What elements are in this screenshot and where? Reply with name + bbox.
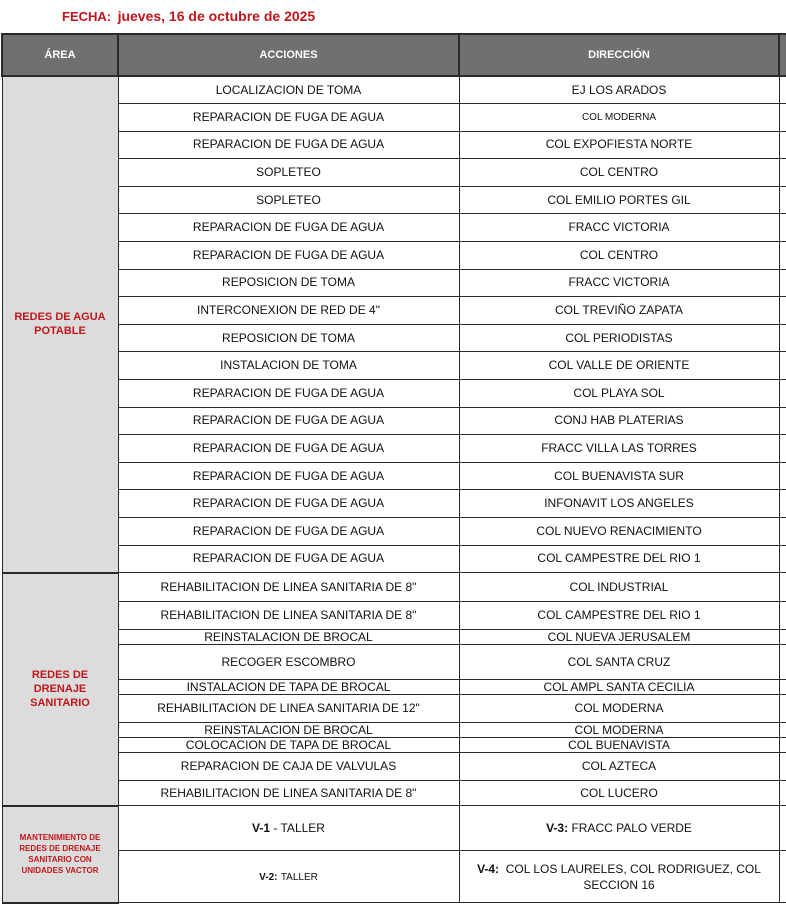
- direccion-cell: COL MODERNA: [459, 104, 779, 132]
- extra-cell: [779, 159, 786, 187]
- accion-cell: INSTALACION DE TAPA DE BROCAL: [118, 680, 459, 695]
- table-row: [2, 602, 786, 630]
- direccion-cell: COL VALLE DE ORIENTE: [459, 352, 779, 380]
- extra-cell: [779, 352, 786, 380]
- direccion-cell: COL SANTA CRUZ: [459, 645, 779, 680]
- vactor-code: V-3:: [546, 821, 569, 836]
- vactor-text: TALLER: [280, 871, 318, 883]
- table-row: [2, 380, 786, 408]
- table-row: [2, 297, 786, 325]
- accion-cell: COLOCACION DE TAPA DE BROCAL: [118, 738, 459, 753]
- table-row: [2, 738, 786, 753]
- table-row: [2, 407, 786, 435]
- table-row: [2, 462, 786, 490]
- area-label: REDES DE AGUA POTABLE: [14, 311, 106, 338]
- column-header-direccion: DIRECCIÓN: [459, 34, 779, 76]
- table-row: [2, 104, 786, 132]
- extra-cell: [779, 680, 786, 695]
- table-row: [2, 186, 786, 214]
- direccion-cell: COL MODERNA: [459, 723, 779, 738]
- accion-cell: REPARACION DE FUGA DE AGUA: [118, 242, 459, 270]
- accion-cell: REPARACION DE FUGA DE AGUA: [118, 407, 459, 435]
- table-row: [2, 131, 786, 159]
- direccion-cell: COL PLAYA SOL: [459, 380, 779, 408]
- vactor-code: V-4:: [477, 861, 500, 876]
- extra-cell: [779, 76, 786, 104]
- vactor-v3-cell: [459, 806, 779, 851]
- extra-cell: [779, 324, 786, 352]
- extra-cell: [779, 738, 786, 753]
- accion-cell: REHABILITACION DE LINEA SANITARIA DE 8": [118, 781, 459, 806]
- vactor-code: V-1: [252, 821, 271, 836]
- table-row: [2, 324, 786, 352]
- area-vactor: [2, 806, 118, 903]
- table-row: [2, 76, 786, 104]
- direccion-cell: COL CAMPESTRE DEL RIO 1: [459, 545, 779, 573]
- direccion-cell: COL MODERNA: [459, 695, 779, 723]
- vactor-v2-cell: [118, 851, 459, 903]
- column-header-area: ÁREA: [2, 34, 118, 76]
- direccion-cell: INFONAVIT LOS ANGELES: [459, 490, 779, 518]
- direccion-cell: EJ LOS ARADOS: [459, 76, 779, 104]
- table-row: [2, 269, 786, 297]
- table-row: [2, 545, 786, 573]
- extra-cell: [779, 630, 786, 645]
- direccion-cell: COL LUCERO: [459, 781, 779, 806]
- extra-cell: [779, 269, 786, 297]
- extra-cell: [779, 131, 786, 159]
- accion-cell: REPARACION DE FUGA DE AGUA: [118, 462, 459, 490]
- extra-cell: [779, 490, 786, 518]
- direccion-cell: FRACC VICTORIA: [459, 269, 779, 297]
- table-row: [2, 435, 786, 463]
- direccion-cell: COL NUEVA JERUSALEM: [459, 630, 779, 645]
- extra-cell: [779, 242, 786, 270]
- table-row: [2, 573, 786, 602]
- direccion-cell: FRACC VICTORIA: [459, 214, 779, 242]
- direccion-cell: COL BUENAVISTA: [459, 738, 779, 753]
- date-header: [62, 8, 315, 26]
- area-drenaje-sanitario: [2, 573, 118, 806]
- extra-cell: [779, 297, 786, 325]
- direccion-cell: COL EMILIO PORTES GIL: [459, 186, 779, 214]
- extra-cell: [779, 462, 786, 490]
- vactor-v1-cell: [118, 806, 459, 851]
- accion-cell: RECOGER ESCOMBRO: [118, 645, 459, 680]
- date-label: FECHA:: [62, 9, 112, 24]
- direccion-cell: COL TREVIÑO ZAPATA: [459, 297, 779, 325]
- direccion-cell: COL AMPL SANTA CECILIA: [459, 680, 779, 695]
- table-header-row: [2, 34, 786, 76]
- table-row: [2, 781, 786, 806]
- extra-cell: [779, 186, 786, 214]
- accion-cell: REPARACION DE FUGA DE AGUA: [118, 545, 459, 573]
- extra-cell: [779, 545, 786, 573]
- accion-cell: REPARACION DE FUGA DE AGUA: [118, 380, 459, 408]
- table-row: [2, 645, 786, 680]
- accion-cell: REPARACION DE CAJA DE VALVULAS: [118, 753, 459, 781]
- accion-cell: LOCALIZACION DE TOMA: [118, 76, 459, 104]
- accion-cell: SOPLETEO: [118, 186, 459, 214]
- accion-cell: REPARACION DE FUGA DE AGUA: [118, 214, 459, 242]
- extra-cell: [779, 518, 786, 546]
- vactor-text: COL LOS LAURELES, COL RODRIGUEZ, COL SECCION 16: [505, 861, 761, 892]
- direccion-cell: COL AZTECA: [459, 753, 779, 781]
- table-row: [2, 518, 786, 546]
- activities-table: [1, 33, 786, 904]
- accion-cell: REINSTALACION DE BROCAL: [118, 723, 459, 738]
- table-row: [2, 723, 786, 738]
- extra-cell: [779, 380, 786, 408]
- extra-cell: [779, 104, 786, 132]
- direccion-cell: COL INDUSTRIAL: [459, 573, 779, 602]
- accion-cell: INTERCONEXION DE RED DE 4": [118, 297, 459, 325]
- accion-cell: REPOSICION DE TOMA: [118, 269, 459, 297]
- direccion-cell: COL CAMPESTRE DEL RIO 1: [459, 602, 779, 630]
- direccion-cell: COL NUEVO RENACIMIENTO: [459, 518, 779, 546]
- table-row: [2, 214, 786, 242]
- direccion-cell: FRACC VILLA LAS TORRES: [459, 435, 779, 463]
- table-row: [2, 806, 786, 851]
- extra-cell: [779, 645, 786, 680]
- column-header-extra: [779, 34, 786, 76]
- accion-cell: REINSTALACION DE BROCAL: [118, 630, 459, 645]
- extra-cell: [779, 695, 786, 723]
- date-value: jueves, 16 de octubre de 2025: [117, 8, 316, 24]
- area-label: MANTENIMIENTO DE REDES DE DRENAJE SANITARIO CON UNIDADES VACTOR: [19, 833, 101, 876]
- extra-cell: [779, 753, 786, 781]
- direccion-cell: COL PERIODISTAS: [459, 324, 779, 352]
- extra-cell: [779, 573, 786, 602]
- accion-cell: REPARACION DE FUGA DE AGUA: [118, 518, 459, 546]
- table-row: [2, 851, 786, 903]
- table-row: [2, 490, 786, 518]
- extra-cell: [779, 602, 786, 630]
- accion-cell: SOPLETEO: [118, 159, 459, 187]
- table-row: [2, 159, 786, 187]
- extra-cell: [779, 851, 786, 903]
- accion-cell: REHABILITACION DE LINEA SANITARIA DE 8": [118, 602, 459, 630]
- accion-cell: REHABILITACION DE LINEA SANITARIA DE 8": [118, 573, 459, 602]
- direccion-cell: COL CENTRO: [459, 242, 779, 270]
- direccion-cell: COL EXPOFIESTA NORTE: [459, 131, 779, 159]
- extra-cell: [779, 723, 786, 738]
- table-row: [2, 695, 786, 723]
- column-header-acciones: ACCIONES: [118, 34, 459, 76]
- table-row: [2, 242, 786, 270]
- extra-cell: [779, 806, 786, 851]
- direccion-cell: CONJ HAB PLATERIAS: [459, 407, 779, 435]
- area-label: REDES DE DRENAJE SANITARIO: [30, 669, 90, 710]
- table-row: [2, 753, 786, 781]
- accion-cell: REPOSICION DE TOMA: [118, 324, 459, 352]
- extra-cell: [779, 435, 786, 463]
- vactor-code: V-2:: [259, 871, 278, 883]
- vactor-text: - TALLER: [270, 821, 325, 836]
- vactor-v4-cell: [459, 851, 779, 903]
- accion-cell: REPARACION DE FUGA DE AGUA: [118, 104, 459, 132]
- vactor-text: FRACC PALO VERDE: [571, 821, 692, 836]
- table-row: [2, 680, 786, 695]
- extra-cell: [779, 781, 786, 806]
- extra-cell: [779, 214, 786, 242]
- direccion-cell: COL CENTRO: [459, 159, 779, 187]
- accion-cell: REPARACION DE FUGA DE AGUA: [118, 435, 459, 463]
- extra-cell: [779, 407, 786, 435]
- accion-cell: REPARACION DE FUGA DE AGUA: [118, 131, 459, 159]
- accion-cell: REHABILITACION DE LINEA SANITARIA DE 12": [118, 695, 459, 723]
- table-row: [2, 630, 786, 645]
- accion-cell: INSTALACION DE TOMA: [118, 352, 459, 380]
- area-agua-potable: [2, 76, 118, 573]
- direccion-cell: COL BUENAVISTA SUR: [459, 462, 779, 490]
- table-row: [2, 352, 786, 380]
- accion-cell: REPARACION DE FUGA DE AGUA: [118, 490, 459, 518]
